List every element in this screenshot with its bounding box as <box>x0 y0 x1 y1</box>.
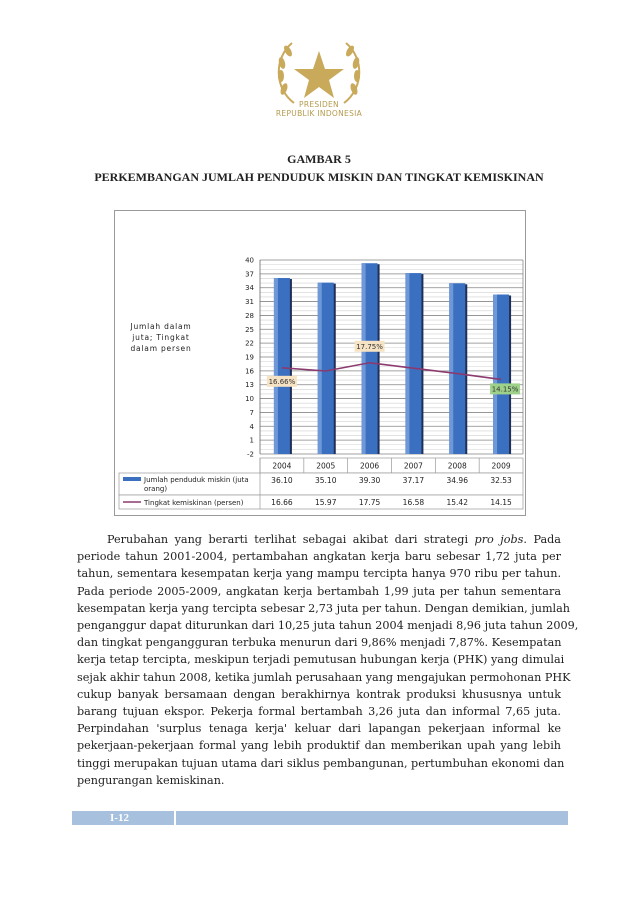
y-tick-label: 10 <box>245 395 254 404</box>
body-line: pekerjaan-pekerjaan formal yang lebih produktif dan memberikan upah yang lebih <box>77 739 561 753</box>
x-tick-label: 2008 <box>447 461 467 471</box>
table-cell-value: 35.10 <box>315 476 337 485</box>
poverty-chart <box>115 211 525 515</box>
y-tick-label: 31 <box>245 298 254 307</box>
y-tick-label: 7 <box>249 408 254 417</box>
bar-highlight <box>449 283 453 454</box>
body-line: dan tingkat pengangguran terbuka menurun dari 9,86% menjadi 7,87%. Kesempatan <box>77 636 562 650</box>
body-line: tahun, sementara kesempatan kerja yang mampu tercipta hanya 970 ribu per tahun. <box>77 567 561 581</box>
legend-label: Jumlah penduduk miskin (juta <box>144 476 249 484</box>
page-footer <box>72 811 568 825</box>
bar-highlight <box>274 278 278 454</box>
table-cell-value: 14.15 <box>490 498 512 507</box>
y-tick-label: 16 <box>245 367 254 376</box>
x-tick-label: 2009 <box>491 461 511 471</box>
y-axis-label: dalam persen <box>130 344 192 353</box>
body-line: kesempatan kerja yang tercipta sebesar 2,73 juta per tahun. Dengan demikian, jumlah <box>77 601 571 615</box>
y-tick-label: 19 <box>245 353 254 362</box>
table-cell-value: 39.30 <box>358 476 381 485</box>
body-line: kerja tetap tercipta, meskipun terjadi pemutusan hubungan kerja (PHK) yang dimulai <box>77 653 565 667</box>
figure-label: GAMBAR 5 <box>287 152 351 166</box>
table-cell-value: 16.58 <box>402 498 425 507</box>
body-line: penganggur dapat diturunkan dari 10,25 juta tahun 2004 menjadi 8,96 juta tahun 2009, <box>77 619 579 633</box>
x-tick-label: 2004 <box>272 461 292 471</box>
legend-swatch-bars <box>123 477 141 481</box>
y-tick-label: 4 <box>249 422 254 431</box>
body-line: barang tujuan ekspor. Pekerja formal bertambah 3,26 juta dan informal 7,65 juta. <box>77 705 561 719</box>
body-line: periode tahun 2001-2004, pertambahan angkatan kerja baru sebesar 1,72 juta per <box>77 550 561 564</box>
table-cell-value: 36.10 <box>271 476 293 485</box>
bar-highlight <box>362 263 366 454</box>
x-tick-label: 2005 <box>316 461 336 471</box>
y-tick-label: 22 <box>245 339 254 348</box>
body-line: tinggi merupakan tujuan utama dari siklus pembangunan, pertumbuhan ekonomi dan <box>77 756 565 770</box>
body-line: Perpindahan 'surplus tenaga kerja' keluar dari lapangan pekerjaan informal ke <box>77 722 561 736</box>
x-tick-label: 2006 <box>360 461 380 471</box>
emblem-line-2: REPUBLIK INDONESIA <box>275 109 363 118</box>
table-cell-value: 17.75 <box>358 498 381 507</box>
y-tick-label: 13 <box>245 381 254 390</box>
y-tick-label: 1 <box>249 436 254 445</box>
y-tick-label: 37 <box>245 270 254 279</box>
y-tick-label: 28 <box>245 311 254 320</box>
footer-left-bar <box>72 811 174 825</box>
table-cell-value: 15.42 <box>446 498 468 507</box>
chart-frame <box>114 210 526 516</box>
body-line: cukup banyak bersamaan dengan berakhirnya kontrak produksi khususnya untuk <box>77 687 561 701</box>
body-paragraph <box>77 531 579 789</box>
table-cell-value: 34.96 <box>446 476 468 485</box>
figure-title: PERKEMBANGAN JUMLAH PENDUDUK MISKIN DAN TINGKAT KEMISKINAN <box>94 170 544 184</box>
body-line: sejak akhir tahun 2008, ketika jumlah perusahaan yang mengajukan permohonan PHK <box>77 670 571 684</box>
page-number: I-12 <box>110 812 129 824</box>
x-tick-label: 2007 <box>403 461 423 471</box>
emblem-line-1: PRESIDEN <box>299 100 339 109</box>
table-cell-value: 32.53 <box>490 476 512 485</box>
bar-highlight <box>318 283 322 454</box>
data-label: 14.15% <box>491 385 519 394</box>
body-line: Pada periode 2005-2009, angkatan kerja bertambah 1,99 juta per tahun sementara <box>77 584 561 598</box>
y-tick-label: 34 <box>245 284 254 293</box>
y-tick-label: 25 <box>245 325 254 334</box>
y-tick-label: -2 <box>247 450 254 459</box>
legend-label: orang) <box>144 485 168 493</box>
bar-highlight <box>493 295 497 454</box>
y-tick-label: 40 <box>245 256 254 265</box>
bar-highlight <box>405 273 409 454</box>
table-cell-value: 37.17 <box>402 476 425 485</box>
table-cell-value: 15.97 <box>315 498 337 507</box>
y-axis-label: juta; Tingkat <box>132 333 190 342</box>
table-cell-value: 16.66 <box>271 498 293 507</box>
footer-right-bar <box>176 811 568 825</box>
data-label: 17.75% <box>356 343 383 352</box>
body-line: Perubahan yang berarti terlihat sebagai akibat dari strategi pro jobs. Pada <box>107 533 561 546</box>
y-axis-label: Jumlah dalam <box>130 322 192 331</box>
data-label: 16.66% <box>268 378 296 387</box>
body-line: pengurangan kemiskinan. <box>77 773 225 787</box>
legend-label: Tingkat kemiskinan (persen) <box>144 499 244 507</box>
emblem-caption <box>256 100 382 118</box>
